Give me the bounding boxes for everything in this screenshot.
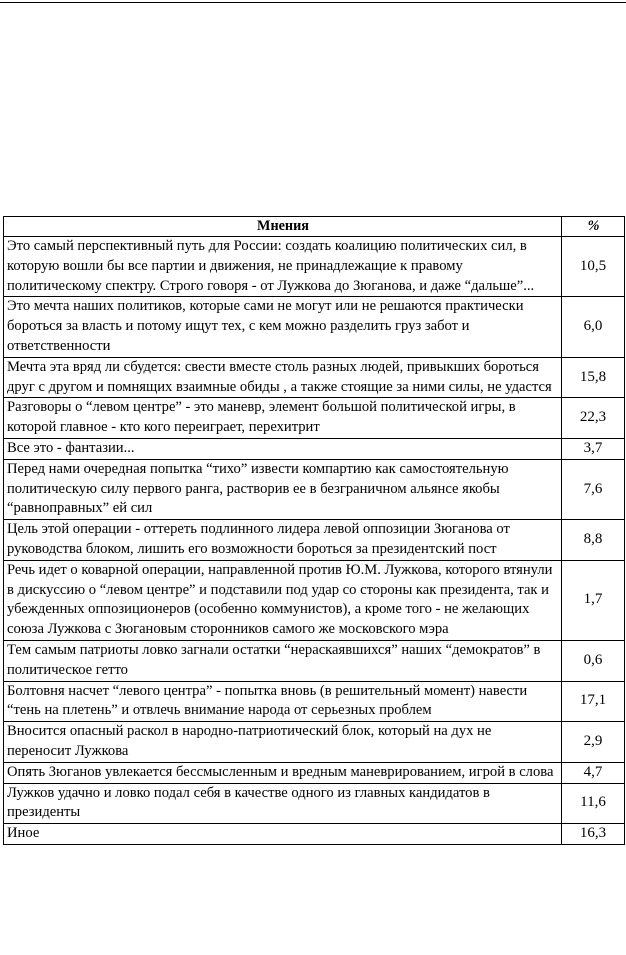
- percent-cell: 22,3: [562, 398, 625, 439]
- percent-cell: 1,7: [562, 560, 625, 640]
- percent-cell: 0,6: [562, 640, 625, 681]
- table-row: [4, 783, 625, 824]
- opinion-cell: Опять Зюганов увлекается бессмысленным и вредным маневрированием, игрой в слова: [4, 762, 562, 783]
- table-row: [4, 520, 625, 561]
- opinion-cell: Все это - фантазии...: [4, 438, 562, 459]
- opinion-cell: Речь идет о коварной операции, направленной против Ю.М. Лужкова, которого втянули в дискуссию о “левом центре” и подставили под удар со стороны как президента, так и убежденных оппозиционеров (особенно коммунистов), а кроме того - не желающих союза Лужкова с Зюгановым сторонников самого же московского мэра: [4, 560, 562, 640]
- opinion-cell: Болтовня насчет “левого центра” - попытка вновь (в решительный момент) навести “тень на плетень” и отвлечь внимание народа от серьезных проблем: [4, 681, 562, 722]
- opinion-cell: Иное: [4, 824, 562, 845]
- percent-cell: 6,0: [562, 297, 625, 357]
- header-opinions: Мнения: [4, 217, 562, 237]
- opinion-cell: Тем самым патриоты ловко загнали остатки “нераскаявшихся” наших “демократов” в политическое гетто: [4, 640, 562, 681]
- percent-cell: 2,9: [562, 722, 625, 763]
- percent-cell: 15,8: [562, 357, 625, 398]
- opinion-cell: Лужков удачно и ловко подал себя в качестве одного из главных кандидатов в президенты: [4, 783, 562, 824]
- table-row: [4, 237, 625, 297]
- table-row: [4, 398, 625, 439]
- table-row: [4, 824, 625, 845]
- table-row: [4, 459, 625, 519]
- table-row: [4, 640, 625, 681]
- percent-cell: 3,7: [562, 438, 625, 459]
- percent-cell: 16,3: [562, 824, 625, 845]
- opinions-table: [3, 216, 625, 845]
- table-row: [4, 722, 625, 763]
- opinion-cell: Перед нами очередная попытка “тихо” извести компартию как самостоятельную политическую силу первого ранга, растворив ее в безграничном альянсе якобы “равноправных” ей сил: [4, 459, 562, 519]
- table-row: [4, 681, 625, 722]
- opinion-cell: Вносится опасный раскол в народно-патриотический блок, который на дух не переносит Лужкова: [4, 722, 562, 763]
- percent-cell: 11,6: [562, 783, 625, 824]
- percent-cell: 8,8: [562, 520, 625, 561]
- table-row: [4, 560, 625, 640]
- opinion-cell: Это мечта наших политиков, которые сами не могут или не решаются практически бороться за власть и потому ищут тех, с кем можно разделить груз забот и ответственности: [4, 297, 562, 357]
- opinion-cell: Цель этой операции - оттереть подлинного лидера левой оппозиции Зюганова от руководства блоком, лишить его возможности бороться за президентский пост: [4, 520, 562, 561]
- table-row: [4, 297, 625, 357]
- percent-cell: 17,1: [562, 681, 625, 722]
- percent-cell: 10,5: [562, 237, 625, 297]
- table-row: [4, 438, 625, 459]
- opinion-cell: Это самый перспективный путь для России: создать коалицию политических сил, в которую вошли бы все партии и движения, не принадлежащие к правому политическому спектру. Строго говоря - от Лужкова до Зюганова, и даже “дальше”...: [4, 237, 562, 297]
- table-header-row: [4, 217, 625, 237]
- percent-cell: 7,6: [562, 459, 625, 519]
- top-rule: [0, 2, 626, 3]
- table-row: [4, 762, 625, 783]
- header-percent: %: [562, 217, 625, 237]
- table-row: [4, 357, 625, 398]
- percent-cell: 4,7: [562, 762, 625, 783]
- opinion-cell: Мечта эта вряд ли сбудется: свести вместе столь разных людей, привыкших бороться друг с другом и помнящих взаимные обиды , а также стоящие за ними силы, не удастся: [4, 357, 562, 398]
- opinion-cell: Разговоры о “левом центре” - это маневр, элемент большой политической игры, в которой главное - кто кого переиграет, перехитрит: [4, 398, 562, 439]
